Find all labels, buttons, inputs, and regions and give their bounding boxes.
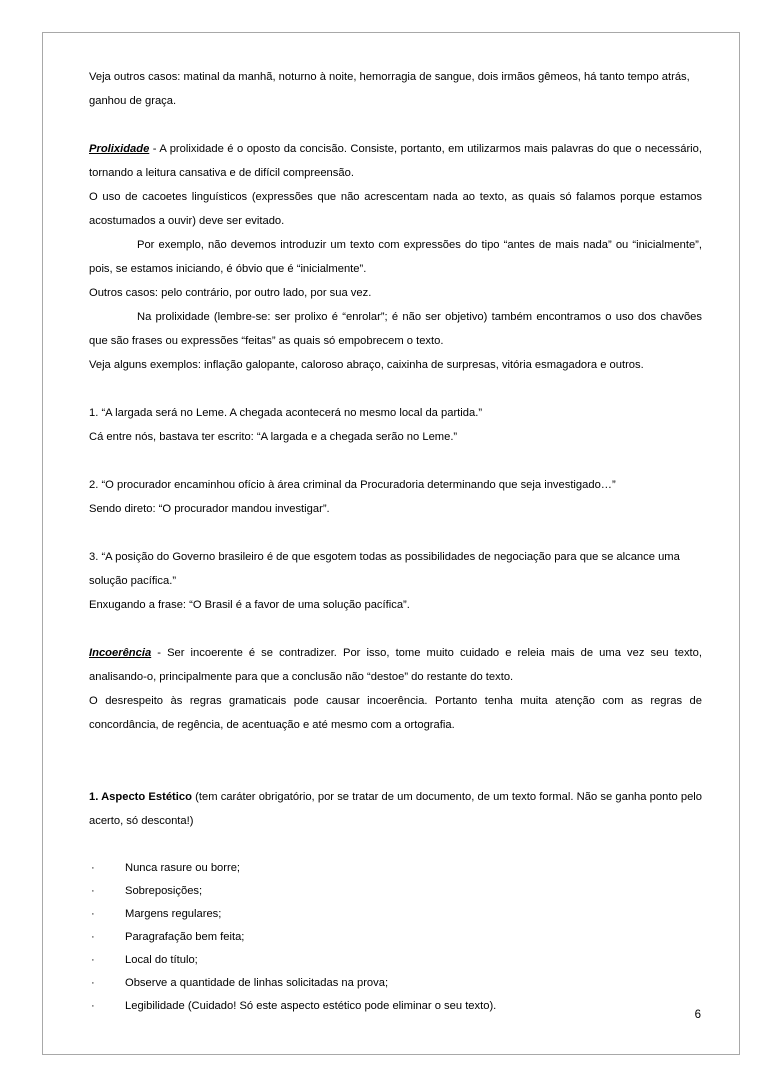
bullet-dot-icon: · [91,977,95,989]
paragraph-spacer [89,377,702,401]
list-item-label: Margens regulares; [125,908,222,920]
paragraph-spacer [89,113,702,137]
list-item [89,995,702,1018]
list-item-label: Observe a quantidade de linhas solicitadas na prova; [125,977,389,989]
bullet-dot-icon: · [91,954,95,966]
heading-aspecto-estetico: 1. Aspecto Estético [89,791,192,803]
paragraph-veja-alguns-exemplos: Veja alguns exemplos: inflação galopante, caloroso abraço, caixinha de surpresas, vitória esmagadora e outros. [89,359,644,371]
bullet-dot-icon: · [91,862,95,874]
list-item-label: Paragrafação bem feita; [125,931,245,943]
list-item [89,857,702,880]
aspecto-estetico-bullet-list [89,857,702,1018]
term-prolixidade: Prolixidade [89,143,150,155]
paragraph-aspecto-estetico [89,785,702,833]
paragraph-exemplo-3-reescrita: Enxugando a frase: “O Brasil é a favor de uma solução pacífica”. [89,599,410,611]
paragraph-exemplo-1: 1. “A largada será no Leme. A chegada acontecerá no mesmo local da partida.” [89,407,483,419]
paragraph-desrespeito-regras: O desrespeito às regras gramaticais pode causar incoerência. Portanto tenha muita atenção com as regras de concordância, de regência, de acentuação e até mesmo com a ortografia. [89,695,702,731]
paragraph-aspecto-estetico-text: (tem caráter obrigatório, por se tratar de um documento, de um texto formal. Não se ganha ponto pelo acerto, só desconta!) [89,791,702,827]
list-item-label: Local do título; [125,954,198,966]
list-item [89,972,702,995]
list-spacer [89,833,702,857]
paragraph-exemplo-1-reescrita: Cá entre nós, bastava ter escrito: “A largada e a chegada serão no Leme.” [89,431,458,443]
paragraph-spacer [89,521,702,545]
bullet-dot-icon: · [91,1000,95,1012]
paragraph-spacer [89,617,702,641]
paragraph-spacer [89,449,702,473]
section-spacer [89,737,702,785]
bullet-dot-icon: · [91,885,95,897]
list-item-label: Sobreposições; [125,885,203,897]
paragraph-veja-outros-casos: Veja outros casos: matinal da manhã, noturno à noite, hemorragia de sangue, dois irmãos gêmeos, há tanto tempo atrás, ganhou de graça. [89,71,690,107]
paragraph-por-exemplo: Por exemplo, não devemos introduzir um texto com expressões do tipo “antes de mais nada” ou “inicialmente”, pois, se estamos iniciando, é óbvio que é “inicialmente”. [89,239,702,275]
term-incoerencia: Incoerência [89,647,152,659]
paragraph-incoerencia-text: - Ser incoerente é se contradizer. Por isso, tome muito cuidado e releia mais de uma vez seu texto, analisando-o, principalmente para que a conclusão não “destoe” do restante do texto. [89,647,702,683]
list-item [89,880,702,903]
list-item-label: Nunca rasure ou borre; [125,862,241,874]
paragraph-exemplo-3: 3. “A posição do Governo brasileiro é de que esgotem todas as possibilidades de negociação para que se alcance uma solução pacífica.” [89,551,680,587]
list-item-label: Legibilidade (Cuidado! Só este aspecto estético pode eliminar o seu texto). [125,1000,497,1012]
paragraph-na-prolixidade: Na prolixidade (lembre-se: ser prolixo é “enrolar”; é não ser objetivo) também encontramos o uso dos chavões que são frases ou expressões “feitas” as quais só empobrecem o texto. [89,311,702,347]
list-item [89,949,702,972]
bullet-dot-icon: · [91,908,95,920]
paragraph-prolixidade [89,137,702,185]
list-item [89,926,702,949]
paragraph-outros-casos: Outros casos: pelo contrário, por outro lado, por sua vez. [89,287,372,299]
paragraph-exemplo-2: 2. “O procurador encaminhou ofício à área criminal da Procuradoria determinando que seja investigado…” [89,479,616,491]
paragraph-cacoetes-linguisticos: O uso de cacoetes linguísticos (expressões que não acrescentam nada ao texto, as quais só falamos porque estamos acostumados a ouvir) deve ser evitado. [89,191,702,227]
bullet-dot-icon: · [91,931,95,943]
list-item [89,903,702,926]
page-number: 6 [694,1009,701,1021]
paragraph-exemplo-2-reescrita: Sendo direto: “O procurador mandou investigar”. [89,503,330,515]
document-text-body [89,65,702,1018]
document-page [42,32,740,1055]
paragraph-prolixidade-text: - A prolixidade é o oposto da concisão. Consiste, portanto, em utilizarmos mais palavras do que o necessário, tornando a leitura cansativa e de difícil compreensão. [89,143,702,179]
paragraph-incoerencia [89,641,702,689]
